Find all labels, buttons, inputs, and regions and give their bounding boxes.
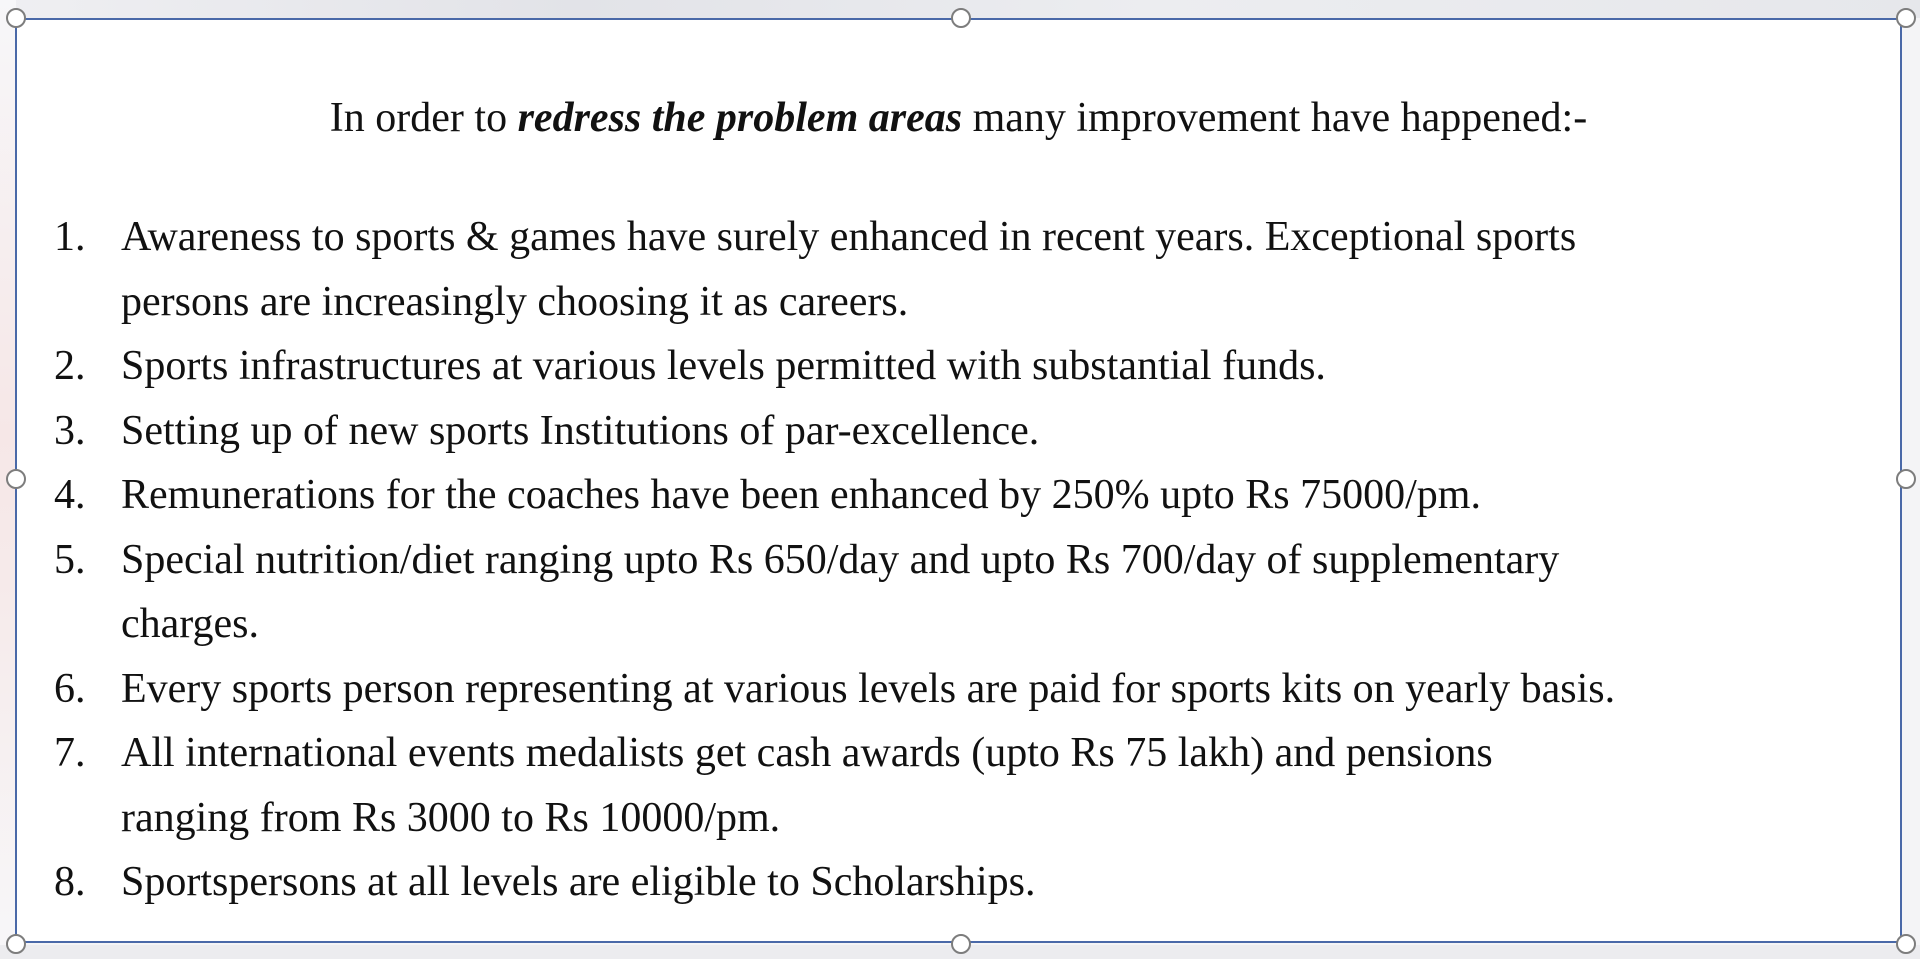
list-item-number: 6. (54, 665, 86, 712)
list-item-number: 1. (54, 214, 86, 260)
list-item[interactable] (17, 399, 1900, 464)
resize-handle-bottom-center[interactable] (951, 934, 971, 954)
list-item-number: 4. (54, 472, 86, 518)
resize-handle-top-center[interactable] (951, 8, 971, 28)
heading-trail-text: many improvement have happened:- (962, 95, 1588, 141)
list-item-line: Setting up of new sports Institutions of par-excellence. (121, 407, 1040, 454)
list-item[interactable] (17, 205, 1900, 334)
list-item-number: 8. (54, 859, 86, 905)
list-item-line: persons are increasingly choosing it as careers. (121, 278, 909, 325)
list-item[interactable] (17, 463, 1900, 528)
resize-handle-middle-left[interactable] (6, 469, 26, 489)
list-item-line: All international events medalists get cash awards (upto Rs 75 lakh) and pensions (121, 730, 1493, 776)
heading-lead-text: In order to (329, 95, 518, 141)
list-item-line: Sportspersons at all levels are eligible to Scholarships. (121, 859, 1036, 905)
selected-text-box[interactable] (15, 18, 1902, 943)
list-item-line: charges. (121, 601, 259, 647)
list-item-number: 3. (54, 407, 86, 454)
list-item-line: Awareness to sports & games have surely enhanced in recent years. Exceptional sports (121, 214, 1577, 260)
list-item[interactable] (17, 657, 1900, 722)
heading-emphasis-text: redress the problem areas (517, 95, 963, 141)
list-item-number: 5. (54, 536, 86, 583)
list-item-number: 2. (54, 343, 86, 389)
list-item-line: ranging from Rs 3000 to Rs 10000/pm. (121, 794, 781, 841)
list-item-line: Special nutrition/diet ranging upto Rs 650/day and upto Rs 700/day of supplementary (121, 536, 1560, 583)
list-item-line: Every sports person representing at various levels are paid for sports kits on yearly basis. (121, 665, 1616, 712)
list-item[interactable] (17, 850, 1900, 915)
resize-handle-top-right[interactable] (1896, 8, 1916, 28)
list-item-line: Remunerations for the coaches have been enhanced by 250% upto Rs 75000/pm. (121, 472, 1481, 518)
resize-handle-top-left[interactable] (6, 8, 26, 28)
resize-handle-middle-right[interactable] (1896, 469, 1916, 489)
improvement-list (17, 205, 1900, 915)
text-box-heading[interactable] (17, 94, 1900, 142)
list-item[interactable] (17, 334, 1900, 399)
resize-handle-bottom-right[interactable] (1896, 934, 1916, 954)
list-item-number: 7. (54, 730, 86, 776)
list-item[interactable] (17, 721, 1900, 850)
resize-handle-bottom-left[interactable] (6, 934, 26, 954)
list-item[interactable] (17, 528, 1900, 657)
list-item-line: Sports infrastructures at various levels permitted with substantial funds. (121, 343, 1326, 389)
